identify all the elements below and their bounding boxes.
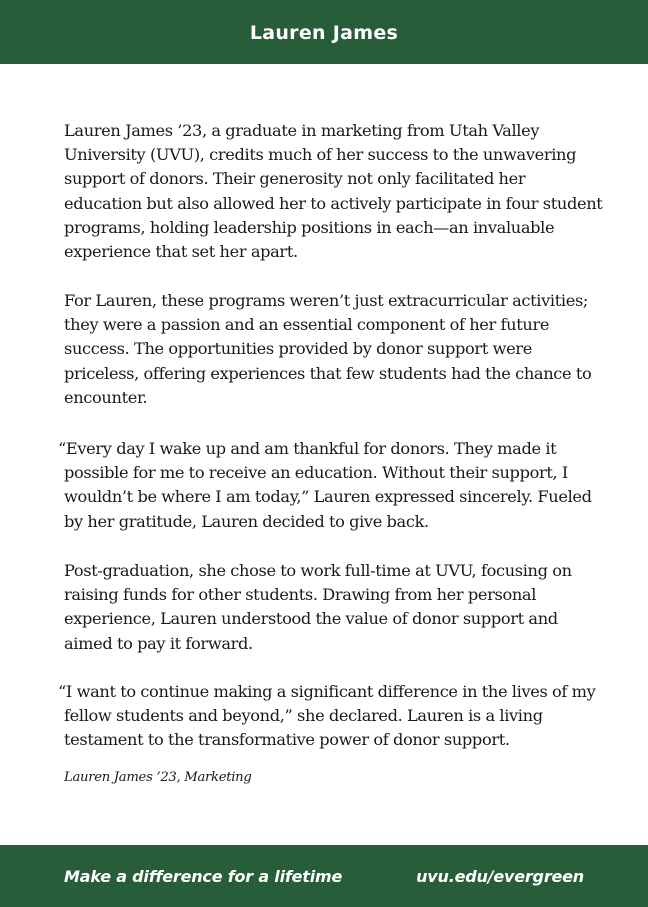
page-title: Lauren James bbox=[249, 22, 399, 44]
footer-tagline: Make a difference for a lifetime bbox=[64, 867, 343, 886]
footer-url-link[interactable]: uvu.edu/evergreen bbox=[416, 867, 584, 886]
footer-bar bbox=[0, 845, 648, 907]
attribution: Lauren James ’23, Marketing bbox=[64, 770, 252, 785]
header-bar bbox=[0, 0, 648, 64]
story-quote-gratitude: “Every day I wake up and am thankful for donors. They made it possible for me to receive an education. Without their support, I wouldn’t be where I am today,” Lauren expressed sincerely. Fueled by her gratitude, Lauren decided to give back. bbox=[58, 439, 592, 531]
story-quote-difference: “I want to continue making a significant difference in the lives of my fellow students and beyond,” she declared. Lauren is a living testament to the transformative power of donor support. bbox=[58, 682, 596, 750]
story-paragraph-programs: For Lauren, these programs weren’t just extracurricular activities; they were a passion and an essential component of her future success. The opportunities provided by donor support were priceless, offering experiences that few students had the chance to encounter. bbox=[64, 291, 592, 407]
story-paragraph-intro: Lauren James ’23, a graduate in marketing from Utah Valley University (UVU), credits much of her success to the unwavering support of donors. Their generosity not only facilitated her education but also allowed her to actively participate in four student programs, holding leadership positions in each—an invaluable experience that set her apart. bbox=[64, 121, 603, 262]
story-paragraph-post-graduation: Post-graduation, she chose to work full-time at UVU, focusing on raising funds for other students. Drawing from her personal experience, Lauren understood the value of donor support and aimed to pay it forward. bbox=[64, 561, 572, 653]
